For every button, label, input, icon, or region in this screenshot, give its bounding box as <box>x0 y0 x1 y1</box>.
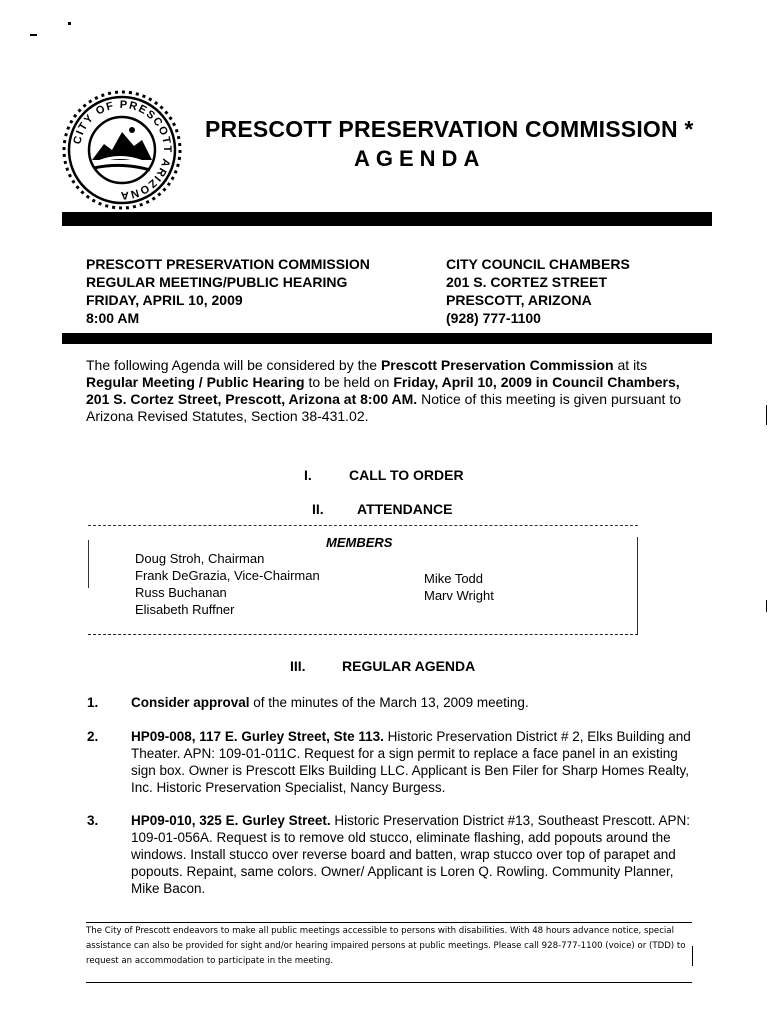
member-name: Marv Wright <box>424 588 494 603</box>
meeting-line: FRIDAY, APRIL 10, 2009 <box>86 292 243 308</box>
member-name: Doug Stroh, Chairman <box>135 551 265 566</box>
members-list <box>135 550 320 618</box>
agenda-item <box>87 694 727 714</box>
notice-border <box>86 982 692 983</box>
section-number: III. <box>290 658 306 674</box>
section-number: II. <box>312 501 324 517</box>
meeting-line: PRESCOTT PRESERVATION COMMISSION <box>86 256 370 272</box>
agenda-item <box>87 812 727 902</box>
item-text: Consider approval of the minutes of the March 13, 2009 meeting. <box>131 695 529 710</box>
meeting-details <box>86 255 370 327</box>
scan-mark <box>766 600 767 612</box>
members-box-border <box>88 634 638 635</box>
members-box-border <box>88 540 89 588</box>
item-number: 1. <box>87 695 99 710</box>
item-number: 2. <box>87 729 99 744</box>
info-divider <box>62 333 712 344</box>
scan-mark <box>766 405 767 425</box>
member-name: Russ Buchanan <box>135 585 227 600</box>
scan-mark <box>68 22 71 25</box>
notice-border <box>86 922 692 923</box>
section-title: REGULAR AGENDA <box>342 658 476 674</box>
location-line: (928) 777-1100 <box>446 310 541 326</box>
agenda-item <box>87 728 727 798</box>
city-seal-logo <box>58 86 186 214</box>
member-name: Mike Todd <box>424 571 484 586</box>
intro-paragraph: The following Agenda will be considered by the Prescott Preservation Commission at its Regular Meeting / Public Hearing to be held on Friday, April 10, 2009 in Council Chambers, 201 S. Cortez Street, Prescott, Arizona at 8:00 AM. Notice of this meeting is given pursuant to Arizona Revised Statutes, Section 38-431.02. <box>86 357 681 424</box>
header-divider <box>62 212 712 226</box>
members-box-border <box>88 525 638 526</box>
location-line: CITY COUNCIL CHAMBERS <box>446 256 630 272</box>
accessibility-notice: The City of Prescott endeavors to make all public meetings accessible to persons with disabilities. With 48 hours advance notice, special assistance can also be provided for sight and/or hearing impaired persons at public meetings. Please call 928-777-1100 (voice) or (TDD) to request an accommodation to participate in the meeting. <box>86 926 686 966</box>
member-name: Frank DeGrazia, Vice-Chairman <box>135 568 320 583</box>
section-title: CALL TO ORDER <box>349 467 464 483</box>
meeting-line: REGULAR MEETING/PUBLIC HEARING <box>86 274 348 290</box>
item-text: HP09-008, 117 E. Gurley Street, Ste 113. Historic Preservation District # 2, Elks Building and Theater. APN: 109-01-011C. Request for a sign permit to replace a face panel in an existing sign box. Owner is Prescott Elks Building LLC. Applicant is Ben Filer for Sharp Homes Realty, Inc. Historic Preservation Specialist, Nancy Burgess. <box>131 729 691 795</box>
meeting-line: 8:00 AM <box>86 310 140 326</box>
section-heading <box>312 501 452 517</box>
scan-mark <box>30 34 37 36</box>
members-list <box>424 570 494 604</box>
section-number: I. <box>304 467 312 483</box>
section-heading <box>304 467 464 483</box>
section-title: ATTENDANCE <box>357 501 453 517</box>
item-number: 3. <box>87 813 99 828</box>
meeting-location <box>446 255 630 327</box>
page-title: PRESCOTT PRESERVATION COMMISSION * <box>205 116 694 142</box>
location-line: 201 S. CORTEZ STREET <box>446 274 608 290</box>
page-subtitle: AGENDA <box>354 146 486 171</box>
members-heading: MEMBERS <box>326 535 393 550</box>
members-box-border <box>637 537 638 635</box>
notice-border <box>692 946 693 966</box>
section-heading <box>290 658 475 674</box>
item-text: HP09-010, 325 E. Gurley Street. Historic Preservation District #13, Southeast Prescott. APN: 109-01-056A. Request is to remove old stucco, eliminate flashing, add popouts around the windows. Install stucco over reverse board and batten, wrap stucco over top of parapet and popouts. Repaint, same colors. Owner/ Applicant is Loren Q. Rowling. Community Planner, Mike Bacon. <box>131 813 691 896</box>
svg-text:CITY OF PRESCOTT ARIZONA: CITY OF PRESCOTT ARIZONA <box>71 98 174 202</box>
location-line: PRESCOTT, ARIZONA <box>446 292 592 308</box>
member-name: Elisabeth Ruffner <box>135 602 235 617</box>
